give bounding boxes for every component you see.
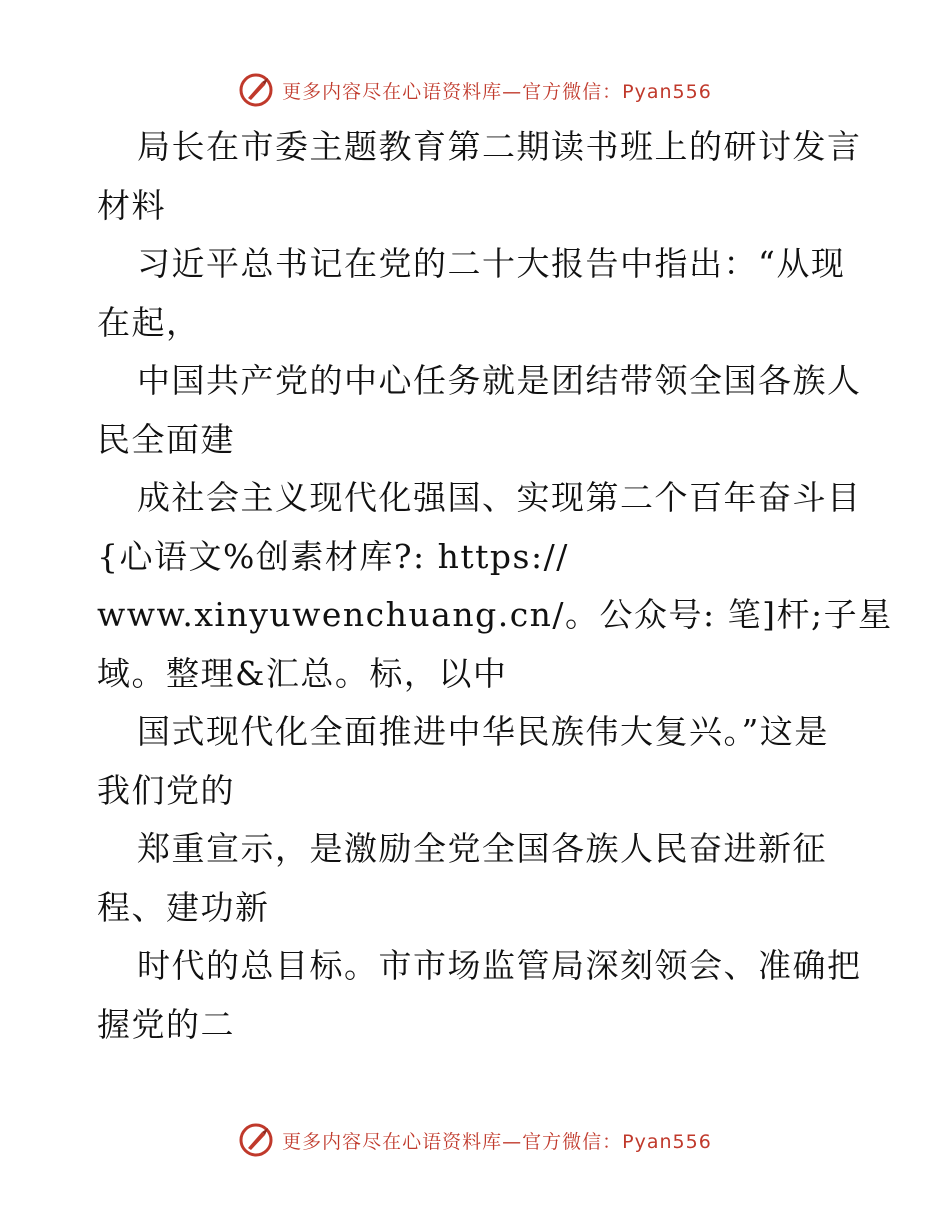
watermark-account: Pyan556 (622, 1130, 712, 1153)
body-line: 域。整理&汇总。标，以中 (97, 653, 508, 693)
header-watermark (0, 70, 950, 110)
body-line: 局长在市委主题教育第二期读书班上的研讨发言 (137, 127, 862, 166)
body-line: 中国共产党的中心任务就是团结带领全国各族人 (137, 361, 862, 400)
body-line: 在起， (97, 302, 201, 342)
watermark-text (282, 77, 712, 104)
body-line: 成社会主义现代化强国、实现第二个百年奋斗目 (137, 478, 862, 517)
body-line: 握党的二 (97, 1004, 235, 1044)
body-line: 习近平总书记在党的二十大报告中指出：“从现 (137, 244, 846, 283)
watermark-account: Pyan556 (622, 80, 712, 103)
body-line: 程、建功新 (97, 887, 270, 927)
body-line: www.xinyuwenchuang.cn/。公众号: 笔]杆;子星 (97, 595, 893, 634)
body-line: 时代的总目标。市市场监管局深刻领会、准确把 (137, 946, 862, 985)
document-body (97, 118, 893, 1054)
watermark-text (282, 1127, 712, 1154)
footer-watermark (0, 1120, 950, 1160)
quill-circle-icon (238, 1122, 274, 1158)
body-line: 郑重宣示，是激励全党全国各族人民奋进新征 (137, 829, 827, 868)
body-line: 民全面建 (97, 419, 235, 459)
body-line: 材料 (97, 185, 166, 225)
watermark-label: 更多内容尽在心语资料库—官方微信： (282, 80, 623, 103)
quill-circle-icon (238, 72, 274, 108)
watermark-label: 更多内容尽在心语资料库—官方微信： (282, 1130, 623, 1153)
body-line: 国式现代化全面推进中华民族伟大复兴。”这是 (137, 712, 829, 751)
body-line: {心语文%创素材库?: https:// (97, 536, 569, 576)
body-line: 我们党的 (97, 770, 235, 810)
